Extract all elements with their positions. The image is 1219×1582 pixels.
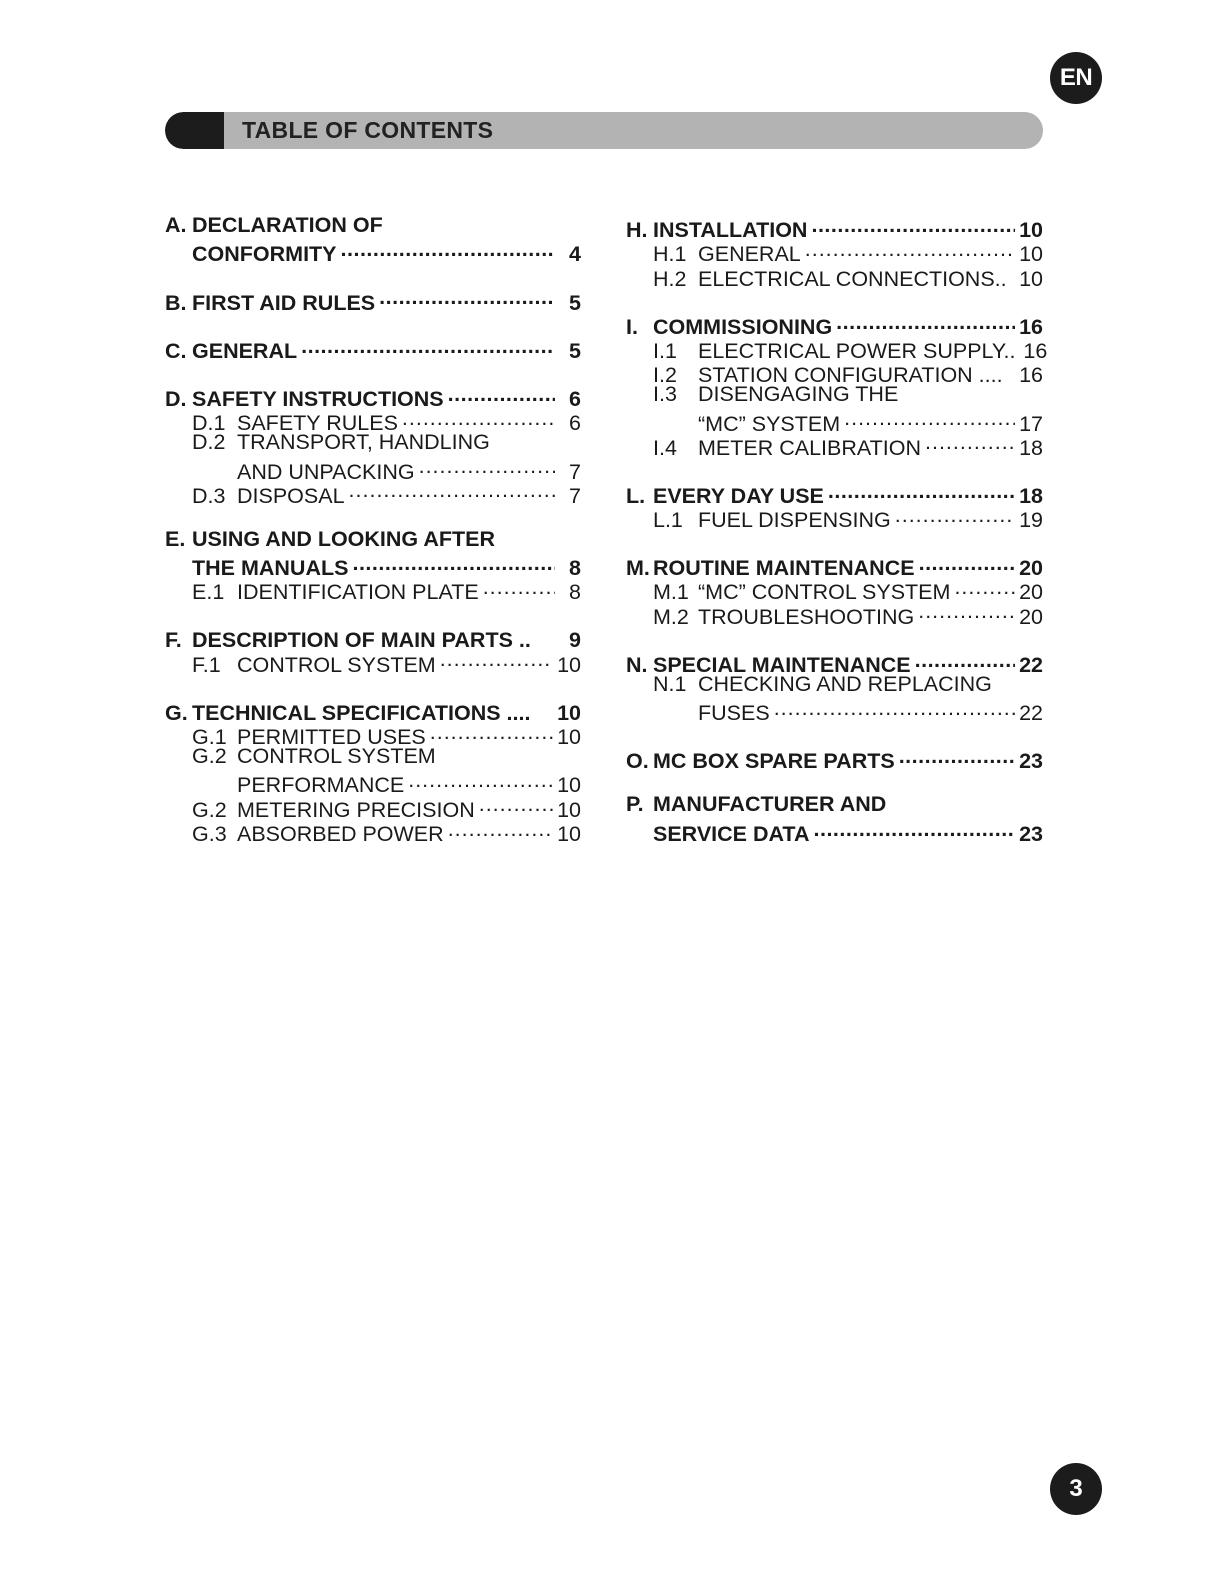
subsection-code: I.1 xyxy=(653,338,677,363)
subsection-title: PERMITTED USES xyxy=(237,725,426,749)
section-letter: D. xyxy=(165,386,187,411)
page-ref: 17 xyxy=(1019,411,1043,436)
leader-dots xyxy=(828,479,1015,503)
subsection-title: ABSORBED POWER xyxy=(237,821,444,846)
subsection-title: GENERAL xyxy=(698,242,801,267)
section-title-cont: SERVICE DATA xyxy=(653,821,810,846)
subsection-title: CONTROL SYSTEM xyxy=(237,744,436,768)
toc-header-bar xyxy=(165,112,1043,149)
leader-dots xyxy=(919,551,1015,575)
page-ref: 23 xyxy=(1019,821,1043,846)
leader-dots xyxy=(402,406,555,430)
subsection-title: METER CALIBRATION xyxy=(698,435,921,460)
leader-dots xyxy=(483,575,555,599)
page-ref: 22 xyxy=(1019,701,1043,726)
header-cap xyxy=(165,112,224,149)
page-ref: 4 xyxy=(569,242,581,267)
leader-dots xyxy=(352,551,555,575)
page-ref: 10 xyxy=(557,821,581,846)
leader-dots xyxy=(448,817,553,841)
subsection-title: SAFETY RULES xyxy=(237,411,398,436)
subsection-code: M.2 xyxy=(653,604,689,629)
section-title: USING AND LOOKING AFTER xyxy=(192,526,495,551)
page-ref: 6 xyxy=(569,386,581,411)
toc-section-a[interactable] xyxy=(165,213,581,267)
toc-section-m[interactable] xyxy=(626,551,1043,629)
subsection-title: STATION CONFIGURATION .... xyxy=(698,363,1003,388)
leader-dots xyxy=(836,310,1015,334)
page-number: 3 xyxy=(1069,1475,1083,1502)
leader-dots xyxy=(918,599,1015,623)
leader-dots xyxy=(915,648,1015,672)
subsection-code: D.2 xyxy=(192,430,226,455)
page-ref: 23 xyxy=(1019,749,1043,774)
subsection-code: H.1 xyxy=(653,242,687,267)
section-letter: C. xyxy=(165,338,187,363)
section-title: DESCRIPTION OF MAIN PARTS .. xyxy=(192,628,531,653)
subsection-title: TRANSPORT, HANDLING xyxy=(237,430,490,455)
section-title: GENERAL xyxy=(192,338,298,363)
leader-dots xyxy=(925,431,1015,455)
leader-dots xyxy=(341,237,555,261)
leader-dots xyxy=(379,285,555,309)
subsection-title: “MC” CONTROL SYSTEM xyxy=(698,580,951,605)
section-letter: I. xyxy=(626,314,638,339)
subsection-title: FUEL DISPENSING xyxy=(698,508,891,533)
page-ref: 10 xyxy=(1019,218,1043,243)
leader-dots xyxy=(430,720,553,744)
section-letter: O. xyxy=(626,749,649,774)
page-ref: 18 xyxy=(1019,483,1043,508)
leader-dots xyxy=(408,768,553,792)
section-letter: A. xyxy=(165,213,187,237)
page-ref: 10 xyxy=(557,797,581,822)
leader-dots xyxy=(954,575,1015,599)
page-ref: 20 xyxy=(1019,556,1043,581)
page-ref: 10 xyxy=(557,725,581,749)
subsection-code: L.1 xyxy=(653,508,683,533)
toc-section-i[interactable] xyxy=(626,310,1048,460)
toc-section-n[interactable] xyxy=(626,648,1043,726)
page-ref: 10 xyxy=(557,773,581,798)
section-letter: G. xyxy=(165,700,188,725)
page-ref: 20 xyxy=(1019,604,1043,629)
section-letter: M. xyxy=(626,556,650,581)
page-ref: 16 xyxy=(1019,314,1043,339)
section-letter: P. xyxy=(626,792,644,817)
toc-subsection[interactable] xyxy=(626,672,1043,696)
section-title: SAFETY INSTRUCTIONS xyxy=(192,386,444,411)
section-title: INSTALLATION xyxy=(653,218,808,243)
section-title: MANUFACTURER AND xyxy=(653,792,887,817)
section-title: MC BOX SPARE PARTS xyxy=(653,749,895,774)
subsection-code: G.1 xyxy=(192,725,227,749)
section-title: FIRST AID RULES xyxy=(192,290,376,315)
section-title: TECHNICAL SPECIFICATIONS .... xyxy=(192,700,531,725)
leader-dots xyxy=(805,237,1015,261)
section-title: COMMISSIONING xyxy=(653,314,833,339)
subsection-title: CONTROL SYSTEM xyxy=(237,652,436,677)
page-ref: 10 xyxy=(1019,242,1043,267)
page-ref: 7 xyxy=(569,459,581,484)
leader-dots xyxy=(440,647,553,671)
page-number-badge xyxy=(1050,1463,1102,1515)
section-title: SPECIAL MAINTENANCE xyxy=(653,652,911,677)
leader-dots xyxy=(814,817,1016,841)
subsection-title: CHECKING AND REPLACING xyxy=(698,671,992,696)
subsection-title: DISENGAGING THE xyxy=(698,382,899,407)
leader-dots xyxy=(301,334,555,358)
leader-dots xyxy=(479,792,553,816)
leader-dots xyxy=(448,382,555,406)
toc-section-p[interactable] xyxy=(626,792,1043,846)
subsection-title: IDENTIFICATION PLATE xyxy=(237,580,479,605)
language-badge xyxy=(1050,52,1102,104)
subsection-title: ELECTRICAL POWER SUPPLY.. xyxy=(698,338,1016,363)
leader-dots xyxy=(349,479,555,503)
section-title: DECLARATION OF xyxy=(192,213,383,237)
page-ref: 16 xyxy=(1023,338,1048,363)
subsection-code: I.4 xyxy=(653,435,677,460)
section-letter: H. xyxy=(626,218,648,243)
subsection-title-cont: PERFORMANCE xyxy=(237,773,405,798)
section-title-cont: CONFORMITY xyxy=(192,242,337,267)
page-ref: 10 xyxy=(557,652,581,677)
page-ref: 8 xyxy=(569,556,581,581)
subsection-title: ELECTRICAL CONNECTIONS.. xyxy=(698,266,1007,291)
section-title: ROUTINE MAINTENANCE xyxy=(653,556,915,581)
toc-subsection[interactable] xyxy=(165,479,581,508)
page-ref: 10 xyxy=(1019,266,1043,291)
toc-section-b[interactable] xyxy=(165,285,581,315)
leader-dots xyxy=(899,744,1015,768)
page-ref: 5 xyxy=(569,290,581,315)
subsection-code: G.2 xyxy=(192,744,227,768)
toc-subsection[interactable] xyxy=(165,744,581,768)
subsection-title: DISPOSAL xyxy=(237,483,345,508)
leader-dots xyxy=(419,454,555,478)
subsection-code: I.2 xyxy=(653,363,677,388)
subsection-code: I.3 xyxy=(653,382,677,407)
subsection-code: G.3 xyxy=(192,821,227,846)
page-ref: 9 xyxy=(569,628,581,653)
subsection-code: G.2 xyxy=(192,797,227,822)
toc-section-l[interactable] xyxy=(626,479,1043,533)
leader-dots xyxy=(811,213,1015,237)
section-letter: E. xyxy=(165,526,186,551)
toc-section-o[interactable] xyxy=(626,744,1043,774)
section-title: EVERY DAY USE xyxy=(653,483,824,508)
toc-section-g[interactable] xyxy=(165,696,581,846)
section-title-cont: THE MANUALS xyxy=(192,556,349,581)
page-ref: 19 xyxy=(1019,508,1043,533)
leader-dots xyxy=(844,406,1015,430)
subsection-title: METERING PRECISION xyxy=(237,797,475,822)
subsection-code: N.1 xyxy=(653,671,687,696)
subsection-code: E.1 xyxy=(192,580,225,605)
toc-right-column xyxy=(626,213,1048,865)
page-ref: 16 xyxy=(1019,363,1043,388)
page-ref: 8 xyxy=(569,580,581,605)
toc-subsection[interactable] xyxy=(165,430,581,454)
language-code: EN xyxy=(1059,64,1093,91)
section-letter: L. xyxy=(626,483,646,508)
subsection-title-cont: “MC” SYSTEM xyxy=(698,411,841,436)
subsection-code: D.1 xyxy=(192,411,226,436)
subsection-title-cont: FUSES xyxy=(698,701,770,726)
toc-left-column xyxy=(165,213,581,865)
section-letter: B. xyxy=(165,290,187,315)
toc-section-e[interactable] xyxy=(165,526,581,605)
toc-section-f[interactable] xyxy=(165,623,581,677)
toc-section-h[interactable] xyxy=(626,213,1043,291)
page-ref: 18 xyxy=(1019,435,1043,460)
subsection-code: D.3 xyxy=(192,483,226,508)
toc-section-d[interactable] xyxy=(165,382,581,508)
toc-section-c[interactable] xyxy=(165,334,581,363)
subsection-code: H.2 xyxy=(653,266,687,291)
page-ref: 6 xyxy=(569,411,581,436)
subsection-title-cont: AND UNPACKING xyxy=(237,459,415,484)
subsection-code: M.1 xyxy=(653,580,689,605)
page-title: TABLE OF CONTENTS xyxy=(242,117,494,143)
page-ref: 20 xyxy=(1019,580,1043,605)
leader-dots xyxy=(895,503,1015,527)
leader-dots xyxy=(774,696,1015,720)
section-letter: F. xyxy=(165,628,182,653)
page-ref: 5 xyxy=(569,338,581,363)
section-letter: N. xyxy=(626,652,648,677)
page-ref: 7 xyxy=(569,483,581,508)
subsection-title: TROUBLESHOOTING xyxy=(698,604,915,629)
page-ref: 22 xyxy=(1019,652,1043,677)
subsection-code: F.1 xyxy=(192,652,221,677)
page-ref: 10 xyxy=(557,700,581,725)
